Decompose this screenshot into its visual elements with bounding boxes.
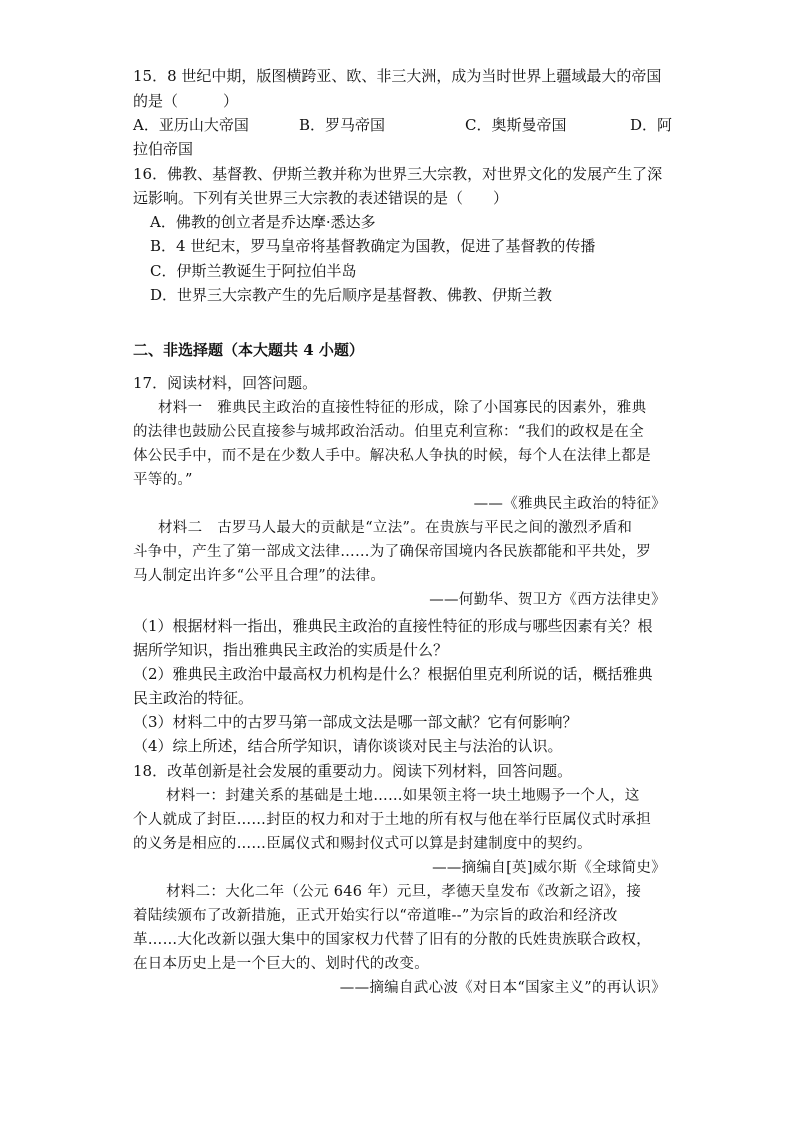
q17-subquestion1-line1: （1）根据材料一指出，雅典民主政治的直接性特征的形成与哪些因素有关？根 xyxy=(133,617,653,635)
q16-option-d: D．世界三大宗教产生的先后顺序是基督教、佛教、伊斯兰教 xyxy=(150,286,553,304)
q17-material2-source: ——何勤华、贺卫方《西方法律史》 xyxy=(429,592,666,608)
q17-subquestion2-line1: （2）雅典民主政治中最高权力机构是什么？根据伯里克利所说的话，概括雅典 xyxy=(133,665,653,683)
q18-material1-line3: 的义务是相应的……臣属仪式和赐封仪式可以算是封建制度中的契约。 xyxy=(133,836,592,852)
q15-option-c: C．奥斯曼帝国 xyxy=(465,116,567,134)
q18-material2-line1: 材料二：大化二年（公元 646 年）元旦，孝德天皇发布《改新之诏》，接 xyxy=(166,884,642,900)
q17-material2-line1: 材料二 古罗马人最大的贡献是“立法”。在贵族与平民之间的激烈矛盾和 xyxy=(158,520,633,536)
q17-material1-line2: 的法律也鼓励公民直接参与城邦政治活动。伯里克利宣称：“我们的政权是在全 xyxy=(133,424,644,440)
q18-material2-line3: 革……大化改新以强大集中的国家权力代替了旧有的分散的氏姓贵族联合政权， xyxy=(133,932,651,948)
q17-material1-source: ——《雅典民主政治的特征》 xyxy=(473,496,666,512)
q15-option-d-cont: 拉伯帝国 xyxy=(133,140,194,158)
q15-option-b: B．罗马帝国 xyxy=(299,116,386,134)
q15-stem-line2: 的是（ ） xyxy=(133,92,239,110)
q18-material2-source: ——摘编自武心波《对日本“国家主义”的再认识》 xyxy=(339,980,666,996)
q17-material2-line2: 斗争中，产生了第一部成文法律……为了确保帝国境内各民族都能和平共处，罗 xyxy=(133,544,651,560)
section-heading: 二、非选择题（本大题共 4 小题） xyxy=(133,341,364,359)
q18-stem: 18．改革创新是社会发展的重要动力。阅读下列材料，回答问题。 xyxy=(133,762,573,780)
q17-subquestion1-line2: 据所学知识，指出雅典民主政治的实质是什么？ xyxy=(133,641,449,659)
q18-material2-line4: 在日本历史上是一个巨大的、划时代的改变。 xyxy=(133,956,429,972)
q18-material1-line2: 个人就成了封臣……封臣的权力和对于土地的所有权与他在举行臣属仪式时承担 xyxy=(133,812,651,828)
q16-option-c: C．伊斯兰教诞生于阿拉伯半岛 xyxy=(150,262,357,280)
q15-option-a: A．亚历山大帝国 xyxy=(133,116,249,134)
q17-stem: 17．阅读材料，回答问题。 xyxy=(133,374,318,392)
q17-material1-line4: 平等的。” xyxy=(133,472,193,488)
q15-stem-line1: 15．8 世纪中期，版图横跨亚、欧、非三大洲，成为当时世界上疆域最大的帝国 xyxy=(133,67,662,85)
q18-material2-line2: 着陆续颁布了改新措施，正式开始实行以“帝道唯--”为宗旨的政治和经济改 xyxy=(133,908,618,924)
q18-material1-source: ——摘编自[英]威尔斯《全球简史》 xyxy=(432,860,666,876)
q16-option-b: B．4 世纪末，罗马皇帝将基督教确定为国教，促进了基督教的传播 xyxy=(150,237,596,255)
q18-material1-line1: 材料一：封建关系的基础是土地……如果领主将一块土地赐予一个人，这 xyxy=(166,788,640,804)
q17-material1-line3: 体公民手中，而不是在少数人手中。解决私人争执的时候，每个人在法律上都是 xyxy=(133,448,651,464)
q16-option-a: A．佛教的创立者是乔达摩·悉达多 xyxy=(150,213,376,231)
q17-subquestion4: （4）综上所述，结合所学知识，请你谈谈对民主与法治的认识。 xyxy=(133,737,563,755)
q17-material2-line3: 马人制定出许多“公平且合理”的法律。 xyxy=(133,568,386,584)
q16-stem-line2: 远影响。下列有关世界三大宗教的表述错误的是（ ） xyxy=(133,189,509,207)
q17-subquestion3: （3）材料二中的古罗马第一部成文法是哪一部文献？它有何影响？ xyxy=(133,713,578,731)
q16-stem-line1: 16．佛教、基督教、伊斯兰教并称为世界三大宗教，对世界文化的发展产生了深 xyxy=(133,165,663,183)
q17-subquestion2-line2: 民主政治的特征。 xyxy=(133,689,254,707)
q17-material1-line1: 材料一 雅典民主政治的直接性特征的形成，除了小国寡民的因素外，雅典 xyxy=(158,400,647,416)
q15-option-d: D．阿 xyxy=(630,116,672,134)
